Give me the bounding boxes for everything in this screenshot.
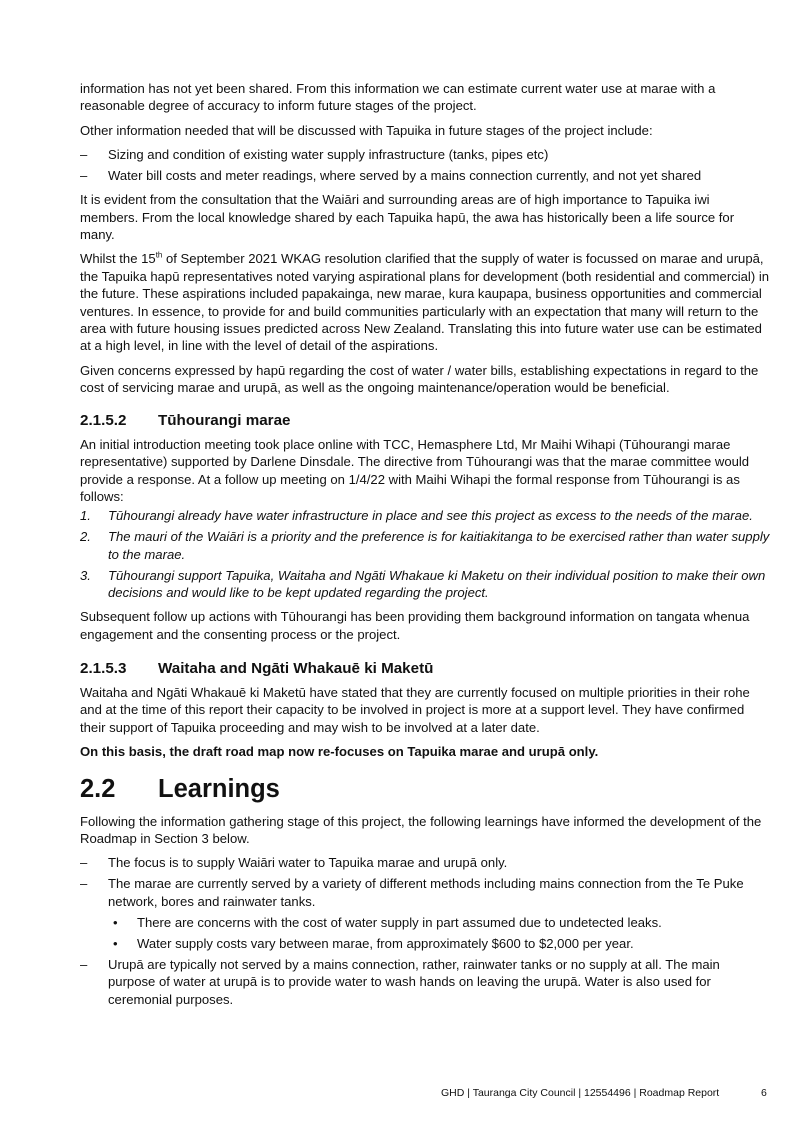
section-heading-2153: 2.1.5.3 Waitaha and Ngāti Whakauē ki Maketū (80, 659, 434, 677)
paragraph-waitaha: Waitaha and Ngāti Whakauē ki Maketū have stated that they are currently focused on multiple priorities in their rohe and at the time of this report their capacity to be involved in project is more at a support level. They have confirmed their support of Tapuika proceeding and may wish to be involved at a later date. (80, 684, 750, 735)
paragraph-consultation: It is evident from the consultation that the Waiāri and surrounding areas are of high importance to Tapuika iwi members. From the local knowledge shared by each Tapuika hapū, the awa has historically been a life source for many. (80, 192, 735, 243)
section-heading-2152: 2.1.5.2 Tūhourangi marae (80, 411, 291, 429)
tuhourangi-response-list (80, 507, 770, 601)
paragraph-tuhourangi-intro: An initial introduction meeting took place online with TCC, Hemasphere Ltd, Mr Maihi Wihapi (Tūhourangi marae representative) supported by Darlene Dinsdale. The directive from Tūhourangi was that the marae committee would provide a response. At a follow up meeting on 1/4/22 with Maihi Wihapi the formal response from Tūhourangi is as follows: (80, 436, 750, 504)
paragraph-water-use: information has not yet been shared. From this information we can estimate current water use at marae with a reasonable degree of accuracy to inform future stages of the project. (80, 81, 716, 114)
other-info-list (80, 146, 770, 184)
paragraph-refocus: On this basis, the draft road map now re-focuses on Tapuika marae and urupā only. (80, 744, 599, 760)
footer-reference: GHD | Tauranga City Council | 12554496 | Roadmap Report (441, 1087, 720, 1099)
list-item: – Water bill costs and meter readings, where served by a mains connection currently, and not yet shared (80, 168, 702, 184)
learnings-list (80, 854, 770, 910)
bullet-marker: • (113, 914, 118, 930)
list-item: 2. The mauri of the Waiāri is a priority and the preference is for kaitiakitanga to be exercised rather than water supply to the marae. (80, 529, 770, 562)
list-item: 3. Tūhourangi support Tapuika, Waitaha and Ngāti Whakaue ki Maketu on their individual position to make their own decisions and would like to be kept updated regarding the project. (80, 567, 766, 601)
dash-marker: – (80, 168, 88, 184)
list-item: 1. Tūhourangi already have water infrastructure in place and see this project as excess to the needs of the marae. (80, 508, 753, 524)
list-item: – Urupā are typically not served by a mains connection, rather, rainwater tanks or no supply at all. The main purpose of water at urupā is to provide water to wash hands on leaving the urupā. Water is also used for ceremonial purposes. (80, 956, 720, 1007)
page-body (80, 80, 770, 1012)
paragraph-tuhourangi-followup: Subsequent follow up actions with Tūhourangi has been providing them background information on tangata whenua engagement and the consenting process or the project. (80, 609, 750, 642)
section-heading-22: 2.2 Learnings (80, 774, 280, 803)
learnings-list-cont (80, 956, 770, 1008)
list-item: • Water supply costs vary between marae, from approximately $600 to $2,000 per year. (113, 935, 634, 951)
paragraph-other-info: Other information needed that will be discussed with Tapuika in future stages of the project include: (80, 122, 653, 138)
dash-marker: – (80, 147, 88, 163)
list-item: – The focus is to supply Waiāri water to Tapuika marae and urupā only. (80, 855, 508, 871)
list-item: – Sizing and condition of existing water supply infrastructure (tanks, pipes etc) (80, 147, 549, 163)
list-item: • There are concerns with the cost of water supply in part assumed due to undetected leaks. (113, 914, 662, 930)
page-number: 6 (761, 1087, 767, 1099)
paragraph-cost-concerns: Given concerns expressed by hapū regarding the cost of water / water bills, establishing expectations in regard to the cost of servicing marae and urupā, as well as the ongoing maintenance/operation would be beneficial. (80, 362, 759, 396)
dash-marker: – (80, 956, 88, 972)
paragraph-learnings-intro: Following the information gathering stage of this project, the following learnings have informed the development of the Roadmap in Section 3 below. (80, 813, 762, 846)
paragraph-aspirations: Whilst the 15th of September 2021 WKAG resolution clarified that the supply of water is focussed on marae and urupā, the Tapuika hapū representatives noted varying aspirational plans for development (both residential and commercial) in the future. These aspirations included papakainga, new marae, kura kaupapa, business opportunities and commercial ventures. In essence, to provide for and build communities particularly with an expectation that many will return to the area with future housing issues predicted across New Zealand. Translating this into future water use can be estimated at a high level, in line with the level of detail of the aspirations. (80, 251, 770, 354)
dash-marker: – (80, 855, 88, 871)
bullet-marker: • (113, 935, 118, 951)
list-item: – The marae are currently served by a variety of different methods including mains connection from the Te Puke network, bores and rainwater tanks. (80, 876, 744, 909)
learnings-sub-list (80, 914, 770, 952)
dash-marker: – (80, 876, 88, 892)
